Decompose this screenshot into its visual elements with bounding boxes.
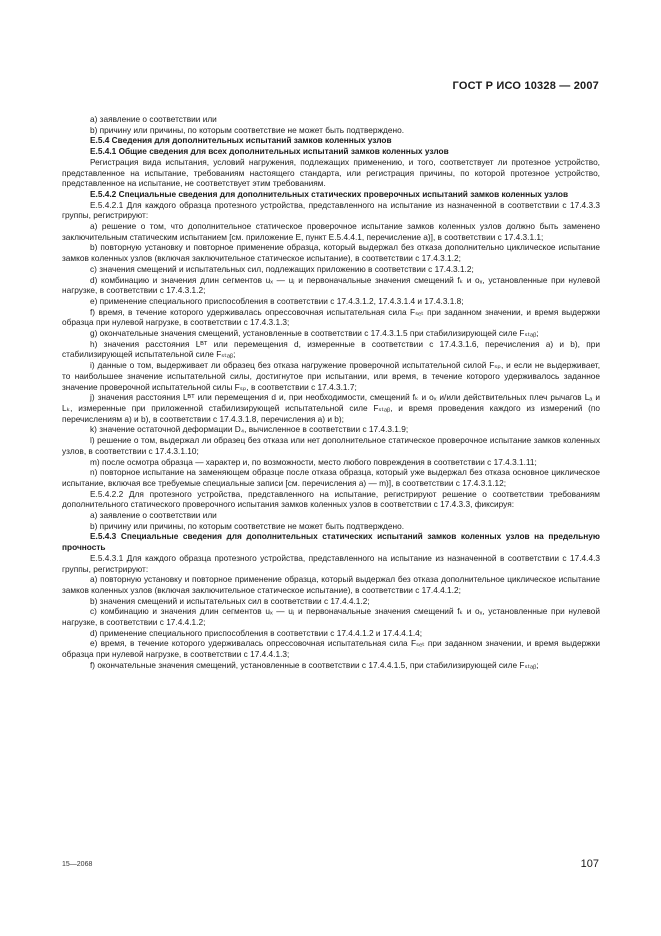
page-header-title: ГОСТ Р ИСО 10328 — 2007 (452, 80, 599, 92)
footer-sheet-code: 15—2068 (62, 861, 93, 868)
section-heading: Е.5.4 Сведения для дополнительных испытаний замков коленных узлов (90, 135, 392, 146)
paragraph: Е.5.4.2.1 Для каждого образца протезного устройства, представленного на испытание из назначенной в соответствии с 17.4.3.3 группы, регистрируют: (62, 199, 600, 221)
paragraph: b) значения смещений и испытательных сил в соответствии с 17.4.4.1.2; (90, 595, 370, 606)
paragraph: с) комбинацию и значения длин сегментов uₓ — uⱼ и первоначальные значения смещений fₖ и oₓ, установленные при нулевой нагрузке, в соответствии с 17.4.4.1.2; (62, 606, 600, 628)
paragraph: f) время, в течение которого удерживалась опрессовочная испытательная сила Fₛₑₜ при заданном значении, и время выдержки образца при нулевой нагрузке, в соответствии с 17.4.3.1.3; (62, 306, 600, 328)
paragraph: h) значения расстояния Lᴮᵀ или перемещения d, измеренные в соответствии с 17.4.3.1.6, перечисления а) и b), при стабилизирующей испытательной силе Fₛₜₐᵦ; (62, 338, 600, 360)
paragraph: b) причину или причины, по которым соответствие не может быть подтверждено. (90, 520, 405, 531)
section-heading: Е.5.4.2 Специальные сведения для дополнительных статических проверочных испытаний замков коленных узлов (90, 188, 569, 199)
paragraph: с) значения смещений и испытательных сил, подлежащих приложению в соответствии с 17.4.3.1.2; (90, 263, 474, 274)
paragraph: j) значения расстояния Lᴮᵀ или перемещения d и, при необходимости, смещений fₖ и oₓ и/или действительных плеч рычагов Lₐ и Lₖ, измеренные при приложенной стабилизирующей испытательной силе Fₛₜₐᵦ, и время проведения каждого из измерений (по перечислениям а) и b), в соответствии с 17.4.3.1.8, перечисления а) и b); (62, 392, 600, 424)
paragraph: е) применение специального приспособления в соответствии с 17.4.3.1.2, 17.4.3.1.4 и 17.4.3.1.8; (90, 295, 464, 306)
paragraph: е) время, в течение которого удерживалась опрессовочная испытательная сила Fₛₑₜ при заданном значении, и время выдержки образца при нулевой нагрузке, в соответствии с 17.4.4.1.3; (62, 638, 600, 660)
paragraph: b) повторную установку и повторное применение образца, который выдержал без отказа дополнительно циклическое испытание замков коленных узлов (включая заключительное статическое испытание), в соответствии с 17.4.3.1.2; (62, 242, 600, 264)
page-number: 107 (580, 858, 599, 870)
paragraph: d) комбинацию и значения длин сегментов uₓ — uⱼ и первоначальные значения смещений fₖ и oₓ, установленные при нулевой нагрузке, в соответствии с 17.4.3.1.2; (62, 274, 600, 296)
paragraph: g) окончательные значения смещений, установленные в соответствии с 17.4.3.1.5 при стабилизирующей силе Fₛₜₐᵦ; (90, 328, 539, 339)
paragraph: а) заявление о соответствии или (90, 510, 217, 521)
section-heading: Е.5.4.3 Специальные сведения для дополнительных статических испытаний замков коленных узлов на предельную прочность (62, 531, 600, 553)
paragraph: Регистрация вида испытания, условий нагружения, подлежащих применению, и того, соответствует ли протезное устройство, представленное на испытание, требованиям настоящего стандарта, или регистрация причины, по которой протезное устройство, представленное на испытание, не соответствует этим требованиям. (62, 156, 600, 189)
paragraph: а) заявление о соответствии или (90, 114, 217, 124)
document-body (62, 114, 600, 671)
paragraph: k) значение остаточной деформации D₄, вычисленное в соответствии с 17.4.3.1.9; (90, 424, 409, 435)
section-heading: Е.5.4.1 Общие сведения для всех дополнительных испытаний замков коленных узлов (90, 146, 449, 157)
paragraph: m) после осмотра образца — характер и, по возможности, место любого повреждения в соответствии с 17.4.3.1.11; (90, 456, 537, 467)
paragraph: d) применение специального приспособления в соответствии с 17.4.4.1.2 и 17.4.4.1.4; (90, 627, 423, 638)
paragraph: f) окончательные значения смещений, установленные в соответствии с 17.4.4.1.5, при стабилизирующей силе Fₛₜₐᵦ; (90, 659, 539, 670)
paragraph: Е.5.4.3.1 Для каждого образца протезного устройства, представленного на испытание из назначенной в соответствии с 17.4.4.3 группы, регистрируют: (62, 552, 600, 574)
paragraph: а) решение о том, что дополнительное статическое проверочное испытание замков коленных узлов должно быть заменено заключительным статическим испытанием [см. приложение Е, пункт Е.5.4.4.1, перечисление а)], в соответствии с 17.4.3.1.1; (62, 221, 600, 242)
paragraph: l) решение о том, выдержал ли образец без отказа или нет дополнительное статическое проверочное испытание замков коленных узлов, в соответствии с 17.4.3.1.10; (62, 435, 600, 456)
paragraph: i) данные о том, выдерживает ли образец без отказа нагружение проверочной испытательной силой Fₛₚ, и если не выдерживает, то наибольшее значение испытательной силы, достигнутое при испытании, или время, в течение которого удерживалось заданное значение проверочной испытательной силы Fₛₚ, в соответствии с 17.4.3.1.7; (62, 360, 600, 392)
paragraph: а) повторную установку и повторное применение образца, который выдержал без отказа дополнительное циклическое испытание замков коленных узлов (включая заключительное статическое испытание), в соответствии с 17.4.4.1.2; (62, 574, 600, 595)
paragraph: n) повторное испытание на заменяющем образце после отказа образца, который уже выдержал без отказа основное циклическое испытание, включая все требуемые специальные записи [см. перечисления а) — m)], в соответствии с 17.4.3.1.12; (62, 467, 600, 488)
paragraph: Е.5.4.2.2 Для протезного устройства, представленного на испытание, регистрируют решение о соответствии требованиям дополнительного статического проверочного испытания замков коленных узлов в соответствии с 17.4.3.3, фиксируя: (62, 488, 600, 510)
paragraph: b) причину или причины, по которым соответствие не может быть подтверждено. (90, 124, 405, 135)
